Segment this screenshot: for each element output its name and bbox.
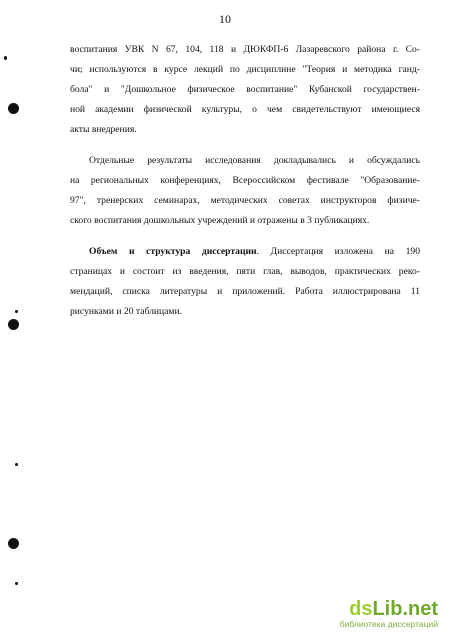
page-number: 10 — [219, 12, 231, 26]
binding-hole-mark — [15, 463, 18, 466]
text-line: бола" и "Дошкольное физическое воспитание" Кубанской государствен- — [70, 84, 420, 95]
text-line: рисунками и 20 таблицами. — [70, 306, 183, 317]
text-line: страницах и состоит из введения, пяти глав, выводов, практических реко- — [70, 266, 420, 277]
text-line — [70, 242, 420, 262]
text-line: акты внедрения. — [70, 124, 137, 135]
paragraph-implementation — [70, 40, 420, 140]
bold-lead: Объем и структура диссертации — [89, 246, 257, 257]
logo-part-lib: Lib.net — [372, 598, 438, 620]
text-line: ского воспитания дошкольных учреждений и отражены в 3 публикациях. — [70, 215, 370, 226]
binding-hole-mark — [8, 319, 19, 330]
text-run: . Диссертация изложена на 190 — [256, 246, 421, 257]
dslib-watermark — [338, 599, 438, 629]
text-line: Отдельные результаты исследования докладывались и обсуждались — [89, 155, 420, 166]
text-line: на региональных конференциях, Всероссийском фестивале "Образование- — [70, 175, 420, 186]
paragraph-structure — [70, 242, 420, 322]
binding-hole-mark — [8, 538, 19, 549]
text-line: мендаций, списка литературы и приложений. Работа иллюстрирована 11 — [70, 286, 420, 297]
dslib-logo — [338, 599, 438, 619]
binding-hole-mark — [8, 103, 19, 114]
watermark-subtitle: библиотека диссертаций — [339, 619, 438, 629]
text-line: чи; используются в курсе лекций по дисциплине "Теория и методика ганд- — [70, 64, 420, 75]
logo-part-ds: ds — [349, 598, 373, 620]
binding-hole-mark — [4, 56, 7, 60]
text-line: ной академии физической культуры, о чем свидетельствуют имеющиеся — [70, 104, 420, 115]
binding-hole-mark — [15, 310, 18, 313]
binding-hole-mark — [15, 582, 18, 585]
text-line: воспитания УВК N 67, 104, 118 и ДЮКФП-6 Лазаревского района г. Со- — [70, 44, 420, 55]
paragraph-approbation — [70, 151, 420, 231]
body-text — [70, 40, 420, 322]
text-line: 97", тренерских семинарах, методических советах инструкторов физиче- — [70, 195, 420, 206]
